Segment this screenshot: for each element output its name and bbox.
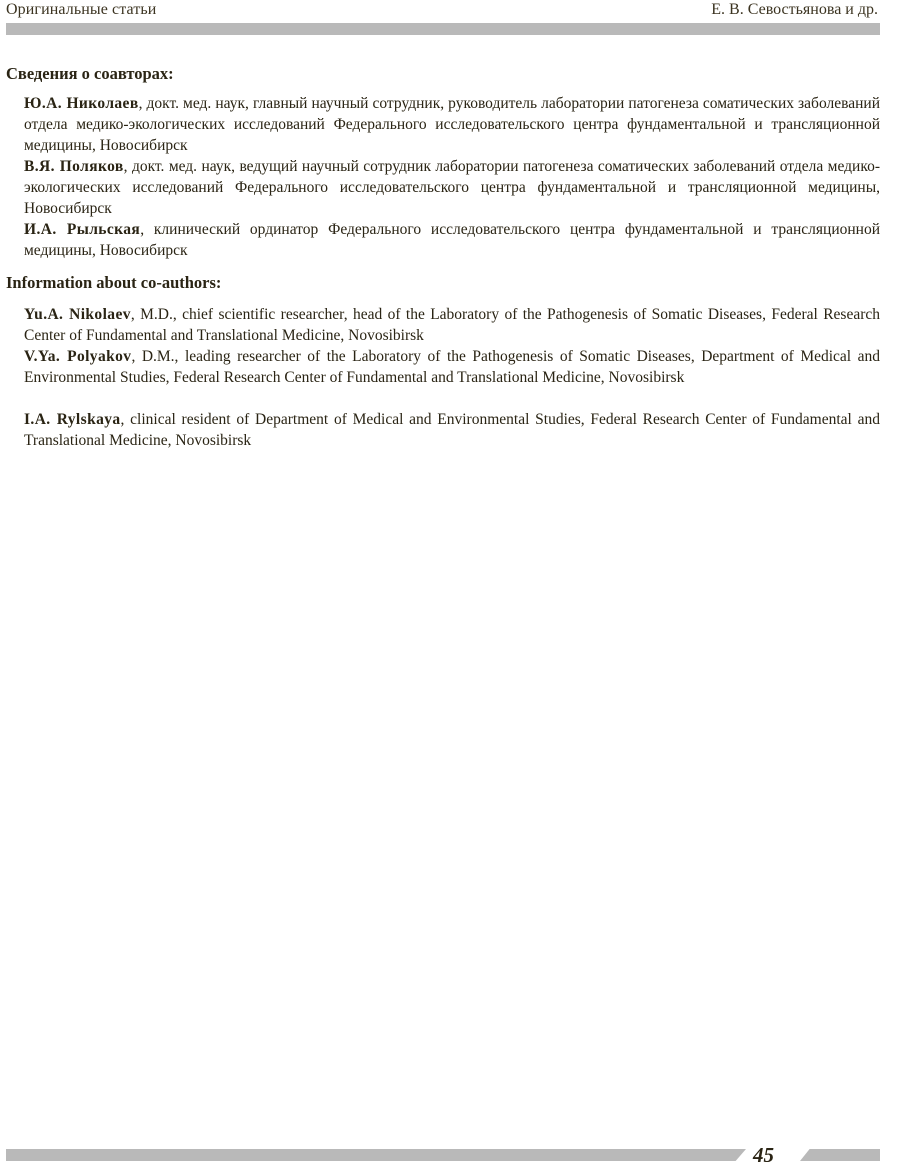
coauthor-entry-en <box>24 409 880 451</box>
coauthor-entry-ru <box>24 219 880 261</box>
page-header <box>0 0 900 22</box>
coauthors-section-title-ru: Сведения о соавторах: <box>6 64 174 83</box>
coauthor-name: И.А. Рыльская <box>24 221 141 238</box>
coauthor-details: , докт. мед. наук, ведущий научный сотрудник лаборатории патогенеза соматических заболеваний отдела медико-экологических исследований Федерального исследовательского центра фундаментальной и трансляционной медицины, Новосибирск <box>24 158 880 217</box>
coauthor-name: V.Ya. Polyakov <box>24 348 132 365</box>
header-divider-bar <box>6 23 880 35</box>
coauthor-name: В.Я. Поляков <box>24 158 124 175</box>
coauthor-entry-ru <box>24 93 880 156</box>
coauthor-entry-ru <box>24 156 880 219</box>
coauthor-entry-en <box>24 304 880 346</box>
coauthor-details: , клинический ординатор Федерального исследовательского центра фундаментальной и трансляционной медицины, Новосибирск <box>24 221 880 259</box>
coauthors-section-title-en: Information about co-authors: <box>6 273 222 292</box>
coauthor-details: , clinical resident of Department of Medical and Environmental Studies, Federal Research Center of Fundamental and Translational Medicine, Novosibirsk <box>24 411 880 449</box>
footer-bar-left <box>6 1149 746 1161</box>
coauthor-name: I.A. Rylskaya <box>24 411 121 428</box>
coauthor-details: , M.D., chief scientific researcher, head of the Laboratory of the Pathogenesis of Somatic Diseases, Federal Research Center of Fundamental and Translational Medicine, Novosibirsk <box>24 306 880 344</box>
coauthor-name: Ю.А. Николаев <box>24 95 139 112</box>
coauthor-entry-en <box>24 346 880 388</box>
page-number: 45 <box>753 1143 774 1167</box>
footer-bar-right <box>800 1149 880 1161</box>
article-authors-label: Е. В. Севостьянова и др. <box>711 1 878 18</box>
coauthor-name: Yu.A. Nikolaev <box>24 306 131 323</box>
journal-section-label: Оригинальные статьи <box>6 1 157 18</box>
coauthor-details: , докт. мед. наук, главный научный сотрудник, руководитель лаборатории патогенеза соматических заболеваний отдела медико-экологических исследований Федерального исследовательского центра фундаментальной и трансляционной медицины, Новосибирск <box>24 95 880 154</box>
coauthor-details: , D.M., leading researcher of the Laboratory of the Pathogenesis of Somatic Diseases, Department of Medical and Environmental Studies, Federal Research Center of Fundamental and Translational Medicine, Novosibirsk <box>24 348 880 386</box>
